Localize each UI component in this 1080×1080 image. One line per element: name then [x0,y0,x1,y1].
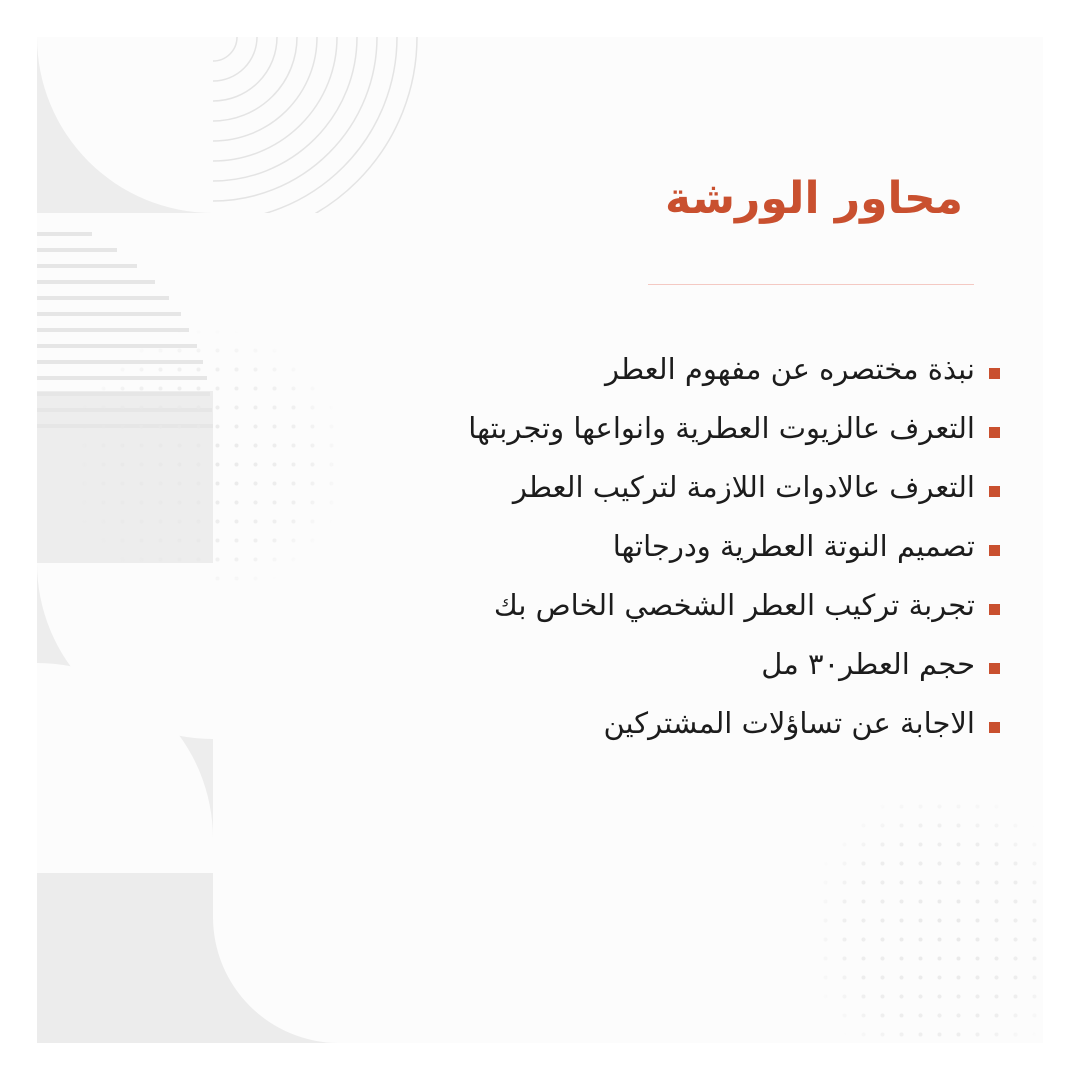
topic-text: الاجابة عن تساؤلات المشتركين [603,705,975,740]
square-bullet-icon [989,368,1000,379]
list-item [468,575,1000,634]
list-item [468,457,1000,516]
square-bullet-icon [989,545,1000,556]
workshop-title: محاور الورشة [665,173,963,224]
left-dot-field-decoration [67,327,347,597]
topic-text: حجم العطر٣٠ مل [761,646,975,681]
topic-text: تصميم النوتة العطرية ودرجاتها [612,528,975,563]
square-bullet-icon [989,604,1000,615]
topic-text: التعرف عالزيوت العطرية وانواعها وتجربتها [468,410,975,445]
square-bullet-icon [989,486,1000,497]
list-item [468,693,1000,752]
square-bullet-icon [989,427,1000,438]
list-item [468,339,1000,398]
topic-text: تجربة تركيب العطر الشخصي الخاص بك [493,587,975,622]
bottom-left-shape [37,873,339,1043]
square-bullet-icon [989,722,1000,733]
list-item [468,634,1000,693]
poster-card [37,37,1043,1043]
title-divider [648,284,974,285]
list-item [468,398,1000,457]
topics-list [468,339,1000,752]
topic-text: نبذة مختصره عن مفهوم العطر [604,351,975,386]
right-dot-field-decoration [817,797,1043,1043]
topic-text: التعرف عالادوات اللازمة لتركيب العطر [512,469,975,504]
list-item [468,516,1000,575]
square-bullet-icon [989,663,1000,674]
